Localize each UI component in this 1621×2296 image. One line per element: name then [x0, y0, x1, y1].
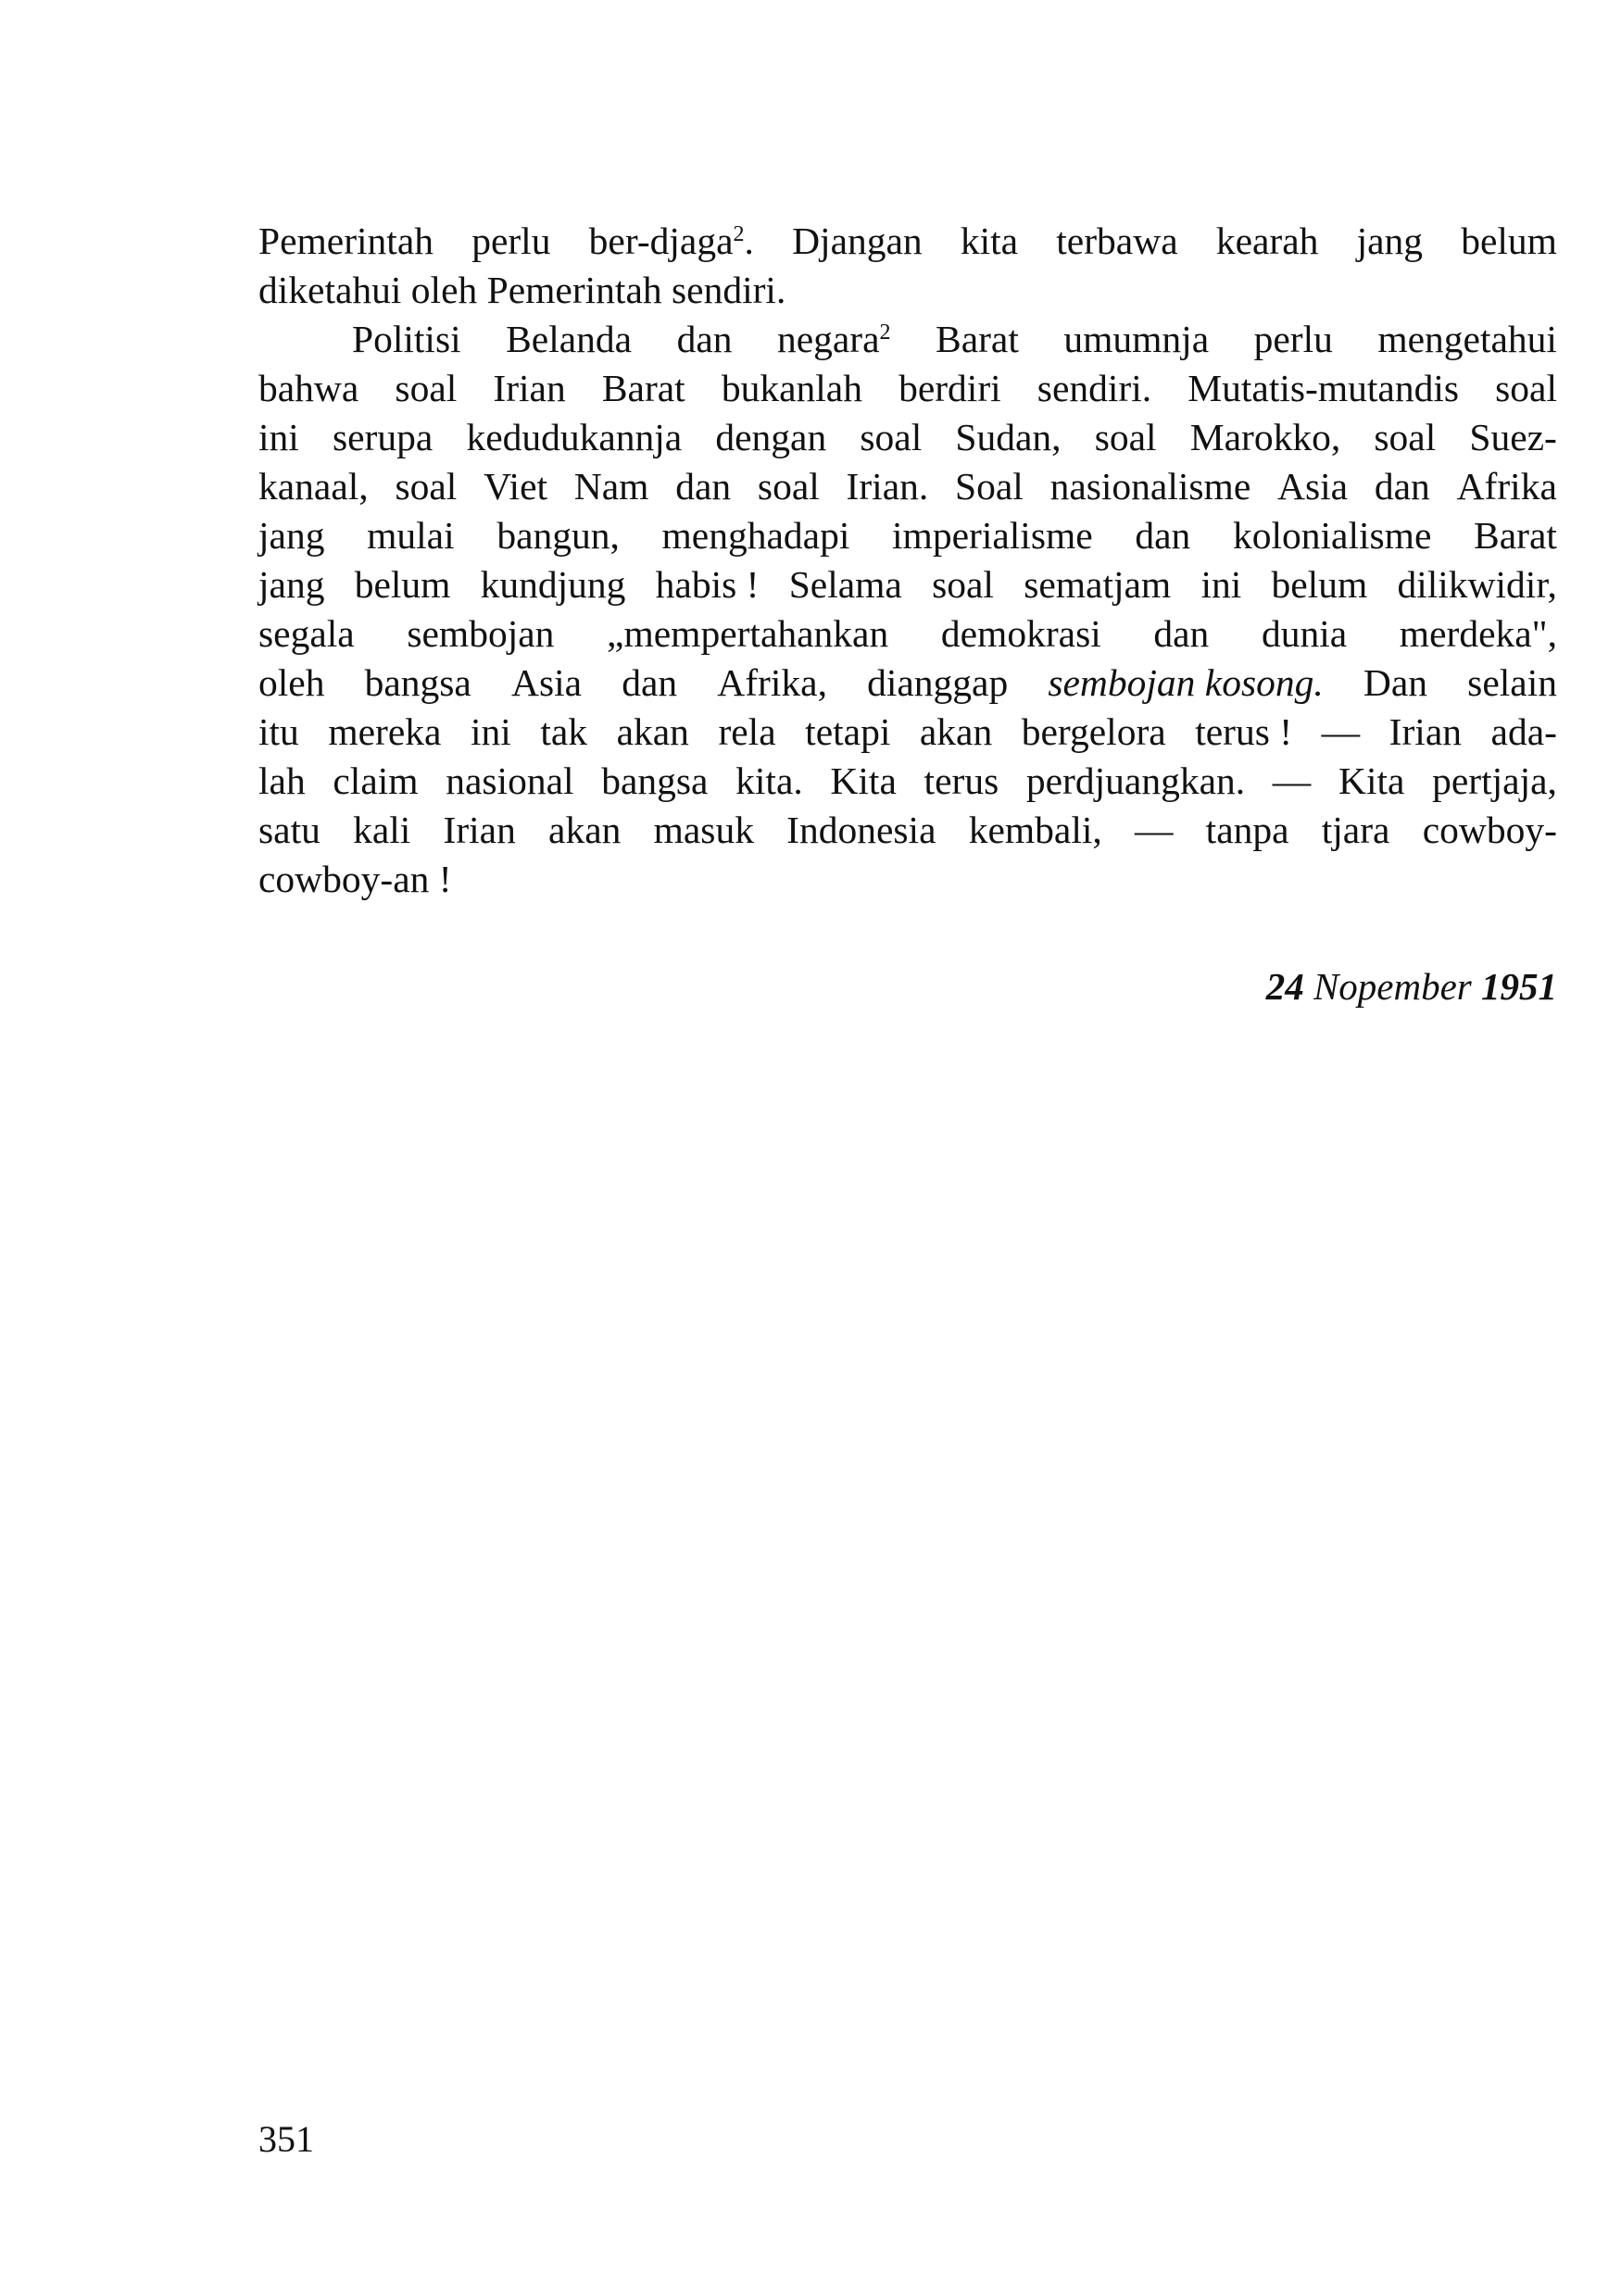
word: akan — [616, 710, 689, 753]
word: lah — [258, 759, 306, 802]
word: dunia — [1261, 612, 1348, 655]
date — [1266, 964, 1557, 1009]
word: terus — [924, 759, 999, 802]
word: kedudukannja — [466, 416, 683, 458]
word: Suez- — [1469, 416, 1557, 458]
word: Viet — [484, 465, 548, 508]
text-line — [258, 217, 1557, 266]
word: mulai — [367, 514, 455, 557]
word: ada- — [1490, 710, 1557, 753]
word-part: . — [744, 220, 754, 262]
date-year: 1951 — [1481, 965, 1557, 1008]
word: Politisi — [352, 318, 461, 360]
word: dan — [676, 318, 733, 360]
word: soal — [395, 367, 458, 409]
word: Barat — [1474, 514, 1557, 557]
word: Irian — [443, 809, 516, 851]
word: soal — [932, 563, 994, 606]
word: perlu — [1253, 318, 1333, 360]
text-line — [258, 364, 1557, 413]
text-line — [258, 266, 1557, 315]
word: terus ! — [1195, 710, 1293, 753]
superscript: 2 — [733, 222, 745, 246]
word: dan — [1374, 465, 1430, 508]
word: bahwa — [258, 367, 359, 409]
word: Barat — [936, 318, 1019, 360]
text-line — [258, 708, 1557, 757]
word: pertjaja, — [1432, 759, 1557, 802]
italic-phrase: sembojan kosong. — [1048, 661, 1324, 704]
word: dan — [675, 465, 732, 508]
word: Djangan — [792, 220, 923, 262]
word: Mutatis-mutandis — [1187, 367, 1460, 409]
word: tetapi — [805, 710, 891, 753]
word: ini — [1200, 563, 1242, 606]
word: soal — [1495, 367, 1557, 409]
word: mengetahui — [1377, 318, 1557, 360]
word: umumnja — [1063, 318, 1210, 360]
word: Irian — [1389, 710, 1463, 753]
word: kembali, — [968, 809, 1102, 851]
word: dianggap — [867, 661, 1009, 704]
line-text: diketahui oleh Pemerintah sendiri. — [258, 269, 786, 311]
word: menghadapi — [661, 514, 850, 557]
word-part: negara — [776, 318, 880, 360]
word-part: ber-djaga — [588, 220, 734, 262]
word: soal — [1374, 416, 1437, 458]
word: — — [1272, 759, 1312, 802]
date-month: Nopember — [1313, 965, 1472, 1008]
word: Soal — [955, 465, 1024, 508]
word: soal — [860, 416, 923, 458]
word: mereka — [328, 710, 442, 753]
word: akan — [919, 710, 993, 753]
word: kolonialisme — [1232, 514, 1432, 557]
word: Kita — [1338, 759, 1405, 802]
word: kundjung — [480, 563, 626, 606]
word: belum — [354, 563, 451, 606]
word: Barat — [601, 367, 685, 409]
text-line — [258, 413, 1557, 462]
line-text: cowboy-an ! — [258, 858, 452, 900]
text-line — [258, 315, 1557, 364]
superscript: 2 — [879, 320, 891, 345]
word: — — [1134, 809, 1174, 851]
text-line — [258, 511, 1557, 560]
word: Selama — [788, 563, 902, 606]
word: Irian. — [846, 465, 929, 508]
word: oleh — [258, 661, 325, 704]
text-line — [258, 855, 1557, 904]
word: satu — [258, 809, 320, 851]
text-line — [258, 462, 1557, 511]
word: dan — [1135, 514, 1191, 557]
word: habis ! — [655, 563, 760, 606]
word: imperialisme — [892, 514, 1093, 557]
word: Kita — [830, 759, 897, 802]
word — [589, 217, 754, 266]
word — [777, 315, 891, 364]
word: kita. — [735, 759, 803, 802]
word: kanaal, — [258, 465, 369, 508]
word: Irian — [493, 367, 566, 409]
word: tanpa — [1205, 809, 1289, 851]
word: perlu — [471, 220, 551, 262]
date-day: 24 — [1265, 965, 1304, 1008]
word: claim — [333, 759, 419, 802]
word: jang — [1356, 220, 1424, 262]
word: „mempertahankan — [607, 612, 889, 655]
word: Afrika, — [717, 661, 827, 704]
word: Afrika — [1456, 465, 1557, 508]
word: terbawa — [1056, 220, 1178, 262]
body-text — [258, 217, 1557, 904]
word: sematjam — [1024, 563, 1172, 606]
word: bergelora — [1021, 710, 1166, 753]
word: tjara — [1321, 809, 1390, 851]
text-line — [258, 560, 1557, 609]
word: dilikwidir, — [1397, 563, 1557, 606]
word: jang — [258, 514, 325, 557]
text-line — [258, 609, 1557, 659]
word: Asia — [1277, 465, 1349, 508]
word: bangsa — [364, 661, 471, 704]
word: Asia — [510, 661, 583, 704]
word: Nam — [573, 465, 649, 508]
word: itu — [258, 710, 299, 753]
word: dan — [622, 661, 678, 704]
word: berdiri — [898, 367, 1001, 409]
word: nasional — [446, 759, 574, 802]
word: cowboy- — [1422, 809, 1557, 851]
text-line — [258, 659, 1557, 708]
word: selain — [1467, 661, 1557, 704]
word: soal — [1094, 416, 1157, 458]
word: rela — [718, 710, 776, 753]
word: Marokko, — [1189, 416, 1341, 458]
word: sembojan — [407, 612, 555, 655]
text-line — [258, 757, 1557, 806]
word: belum — [1271, 563, 1368, 606]
word: soal — [757, 465, 820, 508]
word: kali — [353, 809, 411, 851]
word: ini — [470, 710, 511, 753]
word: — — [1321, 710, 1361, 753]
word: bangsa — [601, 759, 709, 802]
word: serupa — [332, 416, 434, 458]
page-number: 351 — [258, 2118, 314, 2160]
word: jang — [258, 563, 325, 606]
word: sendiri. — [1037, 367, 1152, 409]
word: tak — [540, 710, 588, 753]
word: soal — [395, 465, 458, 508]
word: kita — [960, 220, 1019, 262]
word: masuk — [653, 809, 754, 851]
word: merdeka", — [1399, 612, 1557, 655]
word: ini — [258, 416, 299, 458]
word: dan — [1153, 612, 1210, 655]
text-line — [258, 806, 1557, 855]
word: nasionalisme — [1049, 465, 1251, 508]
word: dengan — [715, 416, 827, 458]
word: Indonesia — [786, 809, 936, 851]
word: Dan — [1363, 661, 1428, 704]
word: Sudan, — [955, 416, 1062, 458]
word: Pemerintah — [258, 220, 434, 262]
word: Belanda — [506, 318, 633, 360]
word: akan — [548, 809, 622, 851]
word: perdjuangkan. — [1025, 759, 1246, 802]
word: kearah — [1215, 220, 1319, 262]
word: segala — [258, 612, 355, 655]
word: bangun, — [496, 514, 620, 557]
word: demokrasi — [940, 612, 1101, 655]
word: belum — [1461, 220, 1557, 262]
word: bukanlah — [721, 367, 862, 409]
